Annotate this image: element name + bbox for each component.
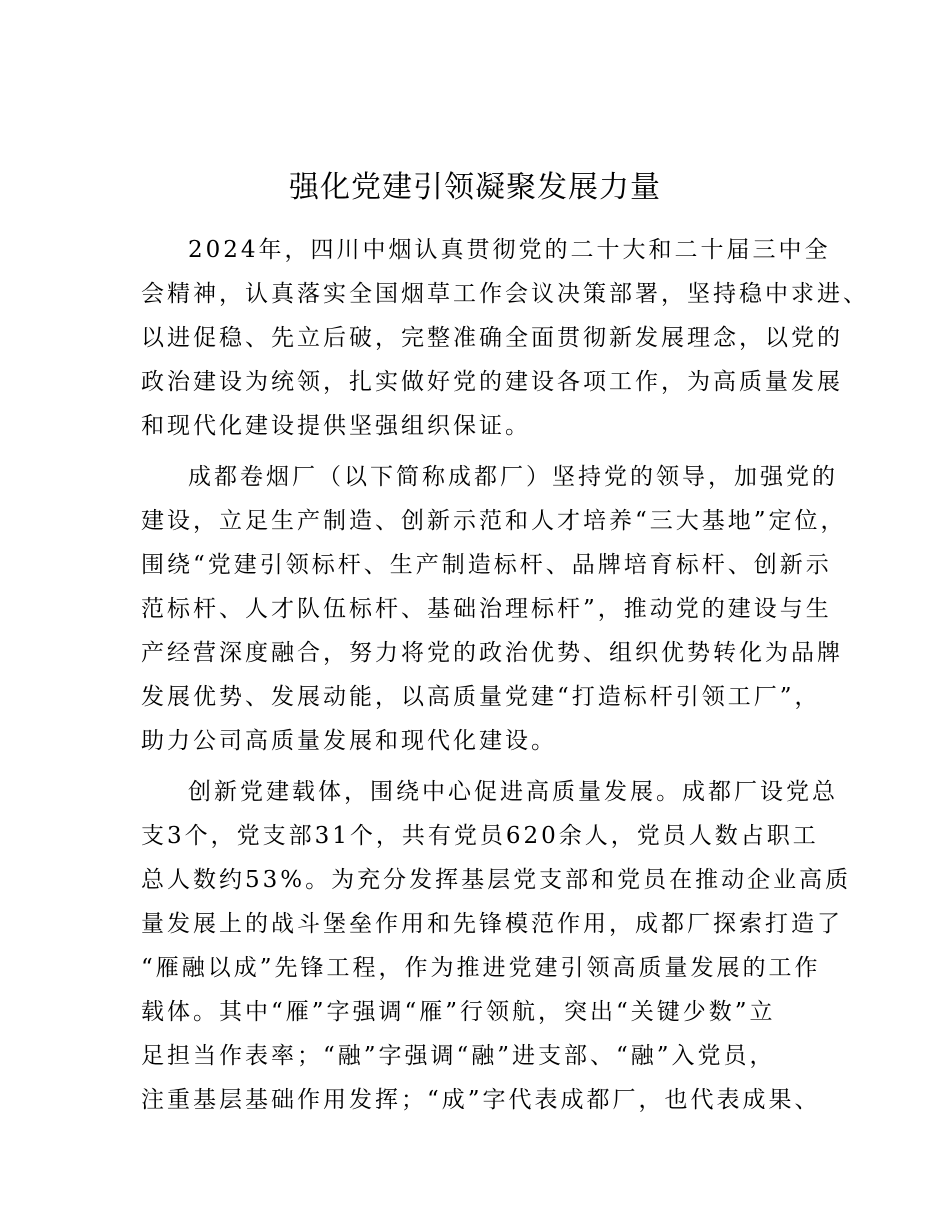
paragraph-1-line-4: 政治建设为统领，扎实做好党的建设各项工作，为高质量发展 — [141, 369, 843, 395]
document-title: 强化党建引领凝聚发展力量 — [289, 170, 661, 205]
paragraph-2-line-7: 助力公司高质量发展和现代化建设。 — [141, 728, 557, 754]
paragraph-3-line-4: 量发展上的战斗堡垒作用和先锋模范作用，成都厂探索打造了 — [141, 911, 843, 937]
paragraph-3-line-3: 总人数约53%。为充分发挥基层党支部和党员在推动企业高质 — [141, 867, 852, 893]
paragraph-3-line-2: 支3个，党支部31个，共有党员620余人，党员人数占职工 — [141, 823, 819, 849]
paragraph-3-line-7: 足担当作表率；“融”字强调“融”进支部、“融”入党员， — [141, 1043, 776, 1069]
paragraph-2-line-1: 成都卷烟厂（以下简称成都厂）坚持党的领导，加强党的 — [188, 464, 838, 490]
paragraph-3-line-5: “雁融以成”先锋工程，作为推进党建引领高质量发展的工作 — [141, 955, 821, 981]
paragraph-2-line-5: 产经营深度融合，努力将党的政治优势、组织优势转化为品牌 — [141, 640, 843, 666]
paragraph-3-line-6: 载体。其中“雁”字强调“雁”行领航，突出“关键少数”立 — [141, 999, 776, 1025]
paragraph-2-line-3: 围绕“党建引领标杆、生产制造标杆、品牌培育标杆、创新示 — [141, 552, 832, 578]
paragraph-2-line-2: 建设，立足生产制造、创新示范和人才培养“三大基地”定位， — [141, 508, 847, 534]
paragraph-2-line-6: 发展优势、发展动能，以高质量党建“打造标杆引领工厂”， — [141, 684, 821, 710]
paragraph-3-line-8: 注重基层基础作用发挥；“成”字代表成都厂，也代表成果、 — [141, 1087, 821, 1113]
paragraph-1-line-5: 和现代化建设提供坚强组织保证。 — [141, 413, 531, 439]
paragraph-2-line-4: 范标杆、人才队伍标杆、基础治理标杆”，推动党的建设与生 — [141, 596, 832, 622]
paragraph-1-line-1: 2024年，四川中烟认真贯彻党的二十大和二十届三中全 — [188, 237, 831, 263]
paragraph-1-line-3: 以进促稳、先立后破，完整准确全面贯彻新发展理念，以党的 — [141, 325, 843, 351]
paragraph-1-line-2: 会精神，认真落实全国烟草工作会议决策部署，坚持稳中求进、 — [141, 281, 869, 307]
paragraph-3-line-1: 创新党建载体，围绕中心促进高质量发展。成都厂设党总 — [188, 779, 838, 805]
